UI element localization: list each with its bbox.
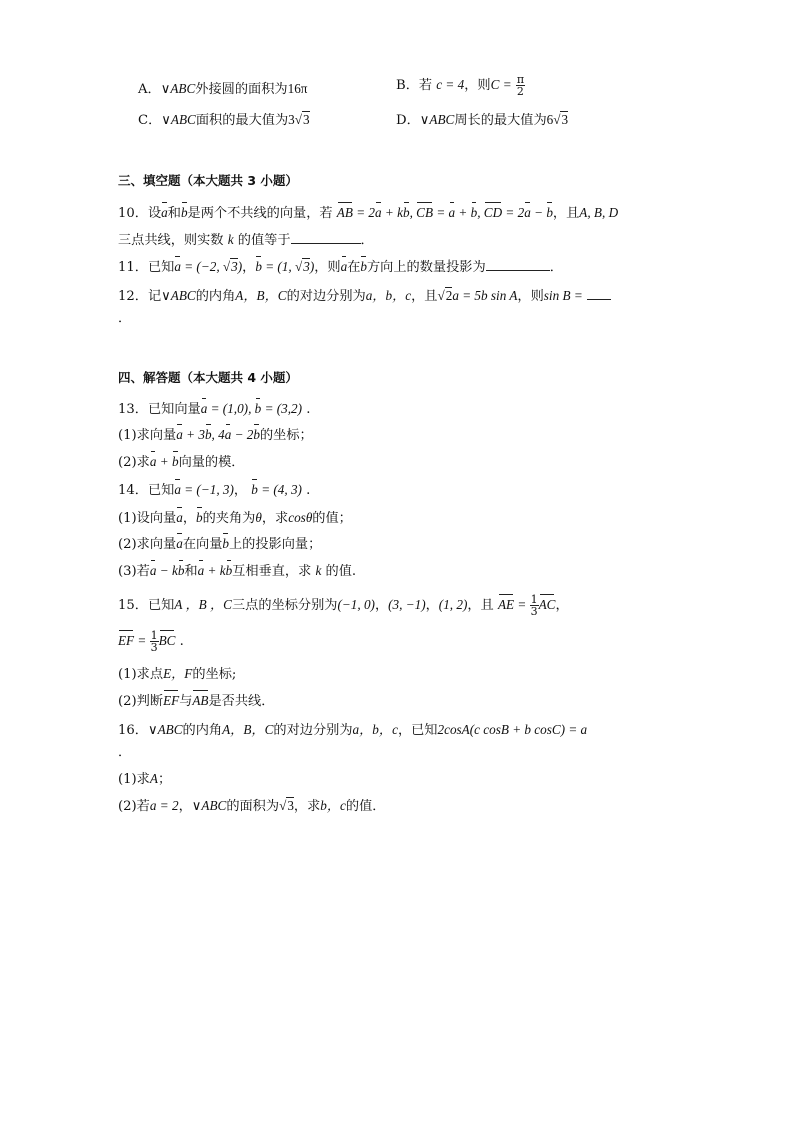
option-b: B．若 c = 4，则C = $\frac{\pi}{2}$ <box>396 73 525 98</box>
question-10-line1: 10．设a和b是两个不共线的向量，若 AB = 2a + kb, CB = a + b, CD = 2a − b，且A, B, D <box>118 205 619 221</box>
question-16: 16．∨ABC的内角A，B，C的对边分别为a，b，c，已知2cosA(c cosB + b cosC) = a <box>118 722 588 738</box>
question-15: 15．已知A ，B ，C三点的坐标分别为(−1, 0)，(3, −1)，(1, 2)，且 AE = $\frac{1}{3}$ AC， <box>118 593 569 618</box>
question-12: 12．记∨ABC的内角A，B，C的对边分别为a，b，c，且√2a = 5b sin A，则sin B = <box>118 287 611 306</box>
question-16-part2: (2)若a = 2，∨ABC的面积为√3，求b，c的值． <box>118 798 386 814</box>
option-c: C．∨ABC面积的最大值为3√3 <box>138 112 310 128</box>
question-13-part1: (1)求向量a + 3b, 4a − 2b的坐标； <box>118 427 313 443</box>
question-14-part1: (1)设向量a，b的夹角为θ，求cosθ的值； <box>118 510 352 526</box>
question-12-end: ． <box>118 311 132 326</box>
answer-blank-11[interactable] <box>486 270 550 271</box>
question-13-part2: (2)求a + b向量的模． <box>118 454 245 470</box>
question-14-part2: (2)求向量a在向量b上的投影向量； <box>118 536 322 552</box>
answer-blank-12[interactable] <box>587 299 611 300</box>
answer-blank-10[interactable] <box>291 243 361 244</box>
question-15-part1: (1)求点E，F的坐标; <box>118 666 237 682</box>
section-fill-in: 三、填空题（本大题共 3 小题） <box>118 173 298 188</box>
question-15-part2: (2)判断EF与AB是否共线． <box>118 693 275 709</box>
question-11: 11．已知a = (−2, √3)，b = (1, √3)，则a在b方向上的数量投影为 ． <box>118 259 563 275</box>
question-16-period: ． <box>118 745 132 760</box>
question-13: 13．已知向量a = (1,0), b = (3,2) . <box>118 401 311 417</box>
question-14: 14．已知a = (−1, 3)， b = (4, 3) . <box>118 482 311 498</box>
question-16-part1: (1)求A； <box>118 771 172 787</box>
section-solve: 四、解答题（本大题共 4 小题） <box>118 370 298 385</box>
question-15-line2: EF = $\frac{1}{3}$ BC . <box>118 629 184 654</box>
option-d: D．∨ABC周长的最大值为6√3 <box>396 112 569 128</box>
option-a: A．∨ABC外接圆的面积为16π <box>138 81 308 97</box>
question-10-line2: 三点共线，则实数 k 的值等于 ． <box>118 232 374 248</box>
pi-over-2: $\frac{\pi}{2}$ <box>516 73 525 98</box>
question-14-part3: (3)若a − kb和a + kb互相垂直，求 k 的值. <box>118 563 357 579</box>
